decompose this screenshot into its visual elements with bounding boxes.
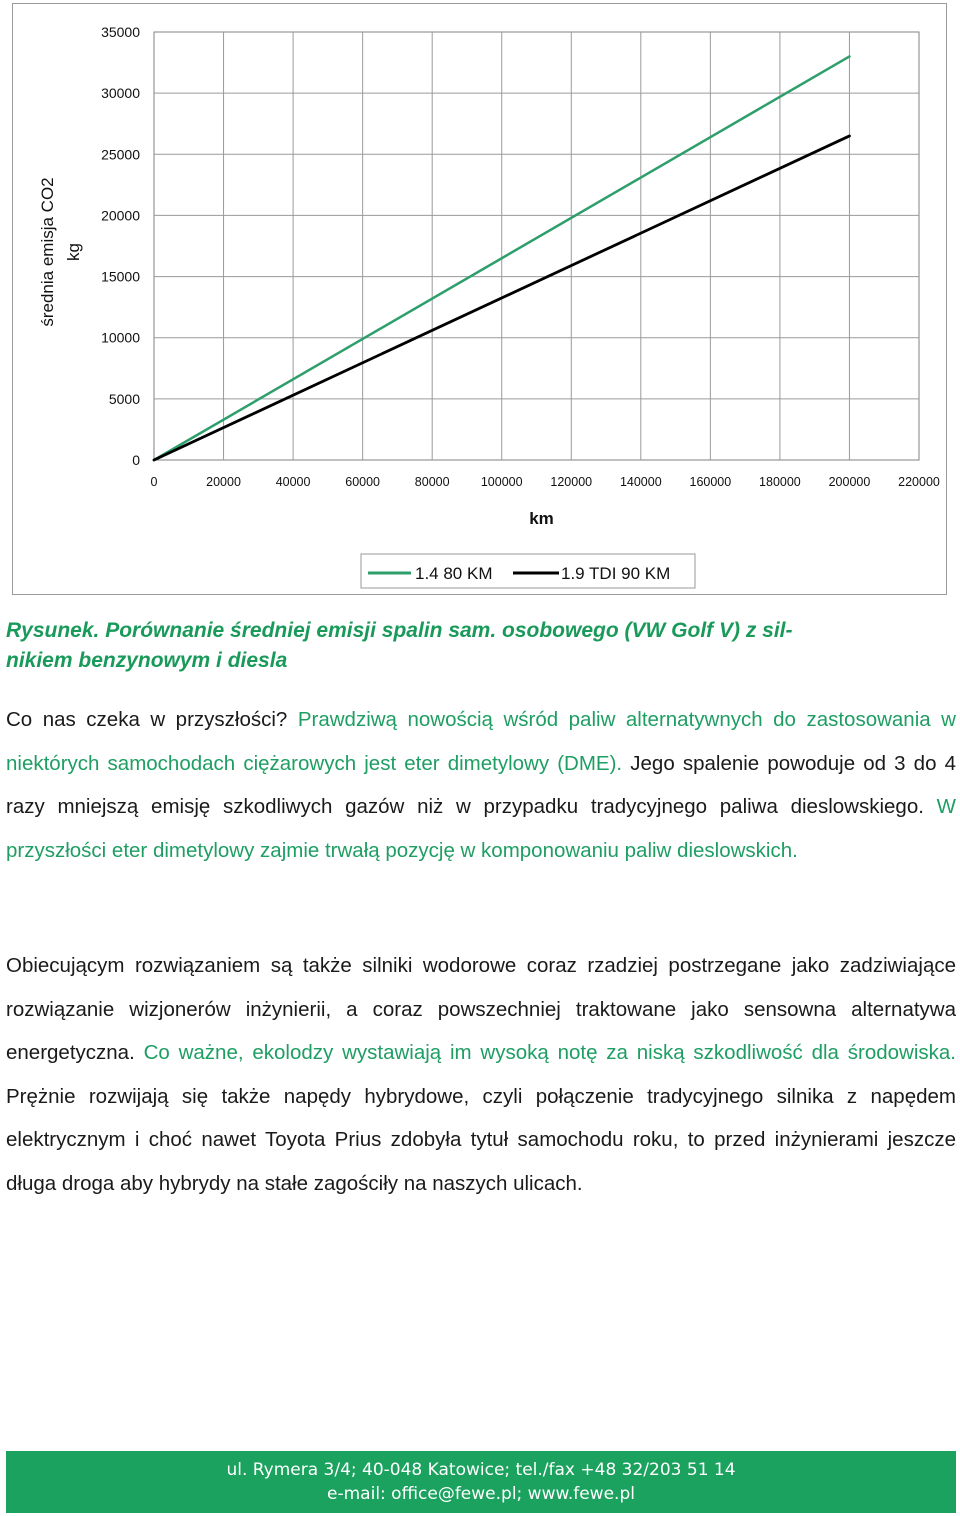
paragraph-highlight: W przyszłości eter dimetylowy zajmie trwałą pozycję w komponowaniu paliw dieslowskich. [6, 795, 957, 862]
figure-caption [6, 616, 956, 676]
paragraph-hydrogen-hybrid [6, 944, 956, 1205]
caption-line-1: Rysunek. Porównanie średniej emisji spalin sam. osobowego (VW Golf V) z sil- [6, 619, 793, 642]
paragraph-highlight: Prawdziwą nowością wśród paliw alternatywnych do zastosowania w niektórych samochodach ciężarowych jest eter dimetylowy (DME). [6, 708, 956, 775]
paragraph-dme [6, 698, 956, 872]
x-tick-label: 120000 [550, 475, 593, 489]
plot-area [154, 32, 919, 460]
y-axis-label [38, 177, 83, 326]
x-tick-label: 80000 [414, 475, 450, 489]
chart-frame [12, 3, 947, 595]
y-tick-label: 35000 [101, 24, 140, 40]
y-tick-label: 25000 [101, 146, 140, 163]
y-tick-label: 15000 [101, 268, 140, 285]
paragraph-text: Obiecującym rozwiązaniem są także silniki wodorowe coraz rzadziej postrzegane jako zadziwiające rozwiązanie wizjonerów inżynierii, a coraz powszechniej traktowane jako sensowna alternatywa energetyczna. [6, 954, 956, 1064]
y-tick-label: 0 [132, 452, 140, 468]
x-tick-label: 20000 [206, 475, 241, 489]
footer-address: ul. Rymera 3/4; 40-048 Katowice; tel./fax +48 32/203 51 14 [226, 1460, 736, 1480]
y-axis-label-line: kg [64, 243, 83, 261]
paragraph-lead: Co nas czeka w przyszłości? [6, 708, 288, 731]
y-tick-label: 20000 [101, 207, 140, 224]
x-tick-label: 160000 [689, 475, 732, 489]
y-tick-label: 5000 [108, 390, 140, 407]
x-tick-label: 60000 [345, 475, 381, 489]
caption-line-2: nikiem benzynowym i diesla [6, 649, 288, 672]
x-tick-label: 140000 [619, 475, 662, 489]
x-axis-label: km [529, 509, 554, 528]
x-tick-label: 200000 [828, 475, 871, 489]
y-tick-label: 10000 [101, 329, 140, 346]
y-axis-label-line: średnia emisja CO2 [38, 177, 57, 327]
y-tick-label: 30000 [101, 85, 140, 102]
paragraph-highlight: Co ważne, ekolodzy wystawiają im wysoką notę za niską szkodliwość dla środowiska. [134, 1041, 956, 1064]
paragraph-text: Jego spalenie powoduje od 3 do 4 razy mniejszą emisję szkodliwych gazów niż w przypadku tradycyjnego paliwa dieslowskiego. [6, 751, 957, 818]
x-tick-label: 0 [150, 475, 158, 489]
x-tick-label: 180000 [759, 475, 801, 489]
paragraph-text: Prężnie rozwijają się także napędy hybrydowe, czyli połączenie tradycyjnego silnika z napędem elektrycznym i choć nawet Toyota Prius zdobyła tytuł samochodu roku, to przed inżynierami jeszcze długa droga aby hybrydy na stałe zagościły na naszych ulicach. [6, 1084, 956, 1195]
legend-label: 1.4 80 KM [415, 564, 493, 583]
footer-contact: e-mail: office@fewe.pl; www.fewe.pl [327, 1484, 635, 1504]
legend-label: 1.9 TDI 90 KM [561, 564, 671, 583]
x-tick-label: 100000 [480, 475, 523, 489]
x-tick-label: 40000 [275, 475, 311, 489]
x-tick-label: 220000 [898, 475, 940, 489]
co2-emission-chart [13, 4, 948, 596]
contact-footer [6, 1451, 956, 1513]
